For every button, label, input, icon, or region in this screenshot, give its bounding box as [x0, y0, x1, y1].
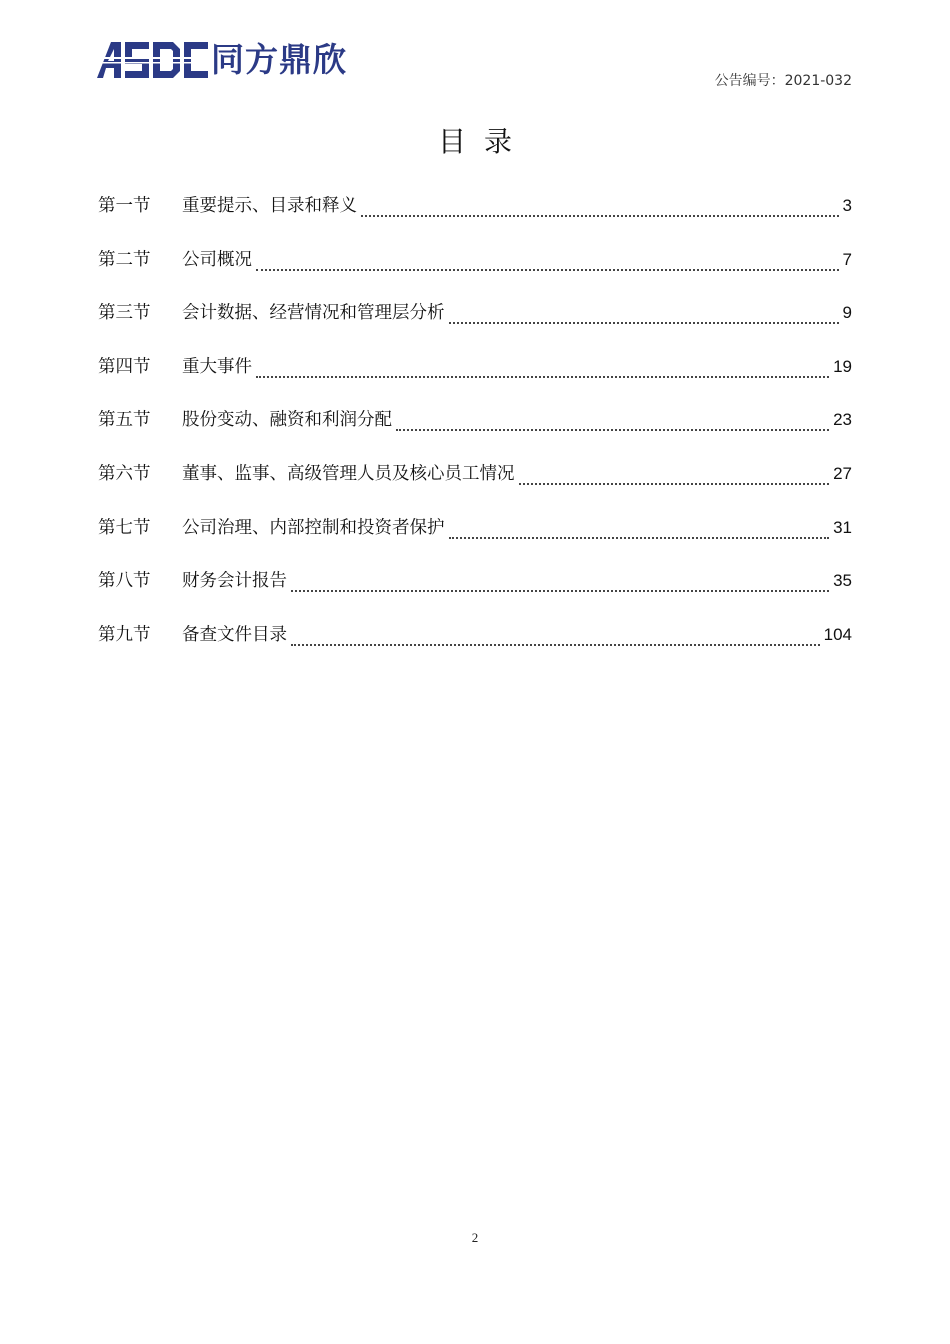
announcement-number-value: 2021-032 [784, 73, 852, 89]
toc-page-number: 7 [842, 249, 852, 269]
toc-section-title: 备查文件目录 [182, 624, 287, 645]
logo-company-name: 同方鼎欣 [211, 40, 347, 79]
toc-section-title: 董事、监事、高级管理人员及核心员工情况 [182, 463, 515, 484]
page-title: 目录 [437, 125, 530, 158]
toc-section-title: 重大事件 [182, 356, 252, 377]
toc-entry[interactable] [98, 299, 852, 353]
toc-entry[interactable] [98, 192, 852, 246]
toc-dot-leader [256, 356, 829, 378]
toc-dot-leader [519, 463, 830, 485]
toc-section-number: 第六节 [98, 463, 151, 484]
toc-section-title: 会计数据、经营情况和管理层分析 [182, 303, 445, 324]
toc-entry[interactable] [98, 353, 852, 407]
toc-entry[interactable] [98, 406, 852, 460]
toc-section-number: 第八节 [98, 571, 151, 592]
toc-section-number: 第三节 [98, 303, 151, 324]
toc-page-number: 19 [833, 356, 852, 376]
toc-dot-leader [291, 624, 820, 646]
toc-section-title: 公司概况 [182, 249, 252, 270]
toc-section-title: 财务会计报告 [182, 571, 287, 592]
page-number: 2 [471, 1230, 479, 1245]
toc-page-number: 27 [833, 463, 852, 483]
toc-page-number: 35 [833, 571, 852, 591]
toc-entry[interactable] [98, 621, 852, 675]
toc-entry[interactable] [98, 460, 852, 514]
toc-dot-leader [361, 195, 839, 217]
toc-section-title: 公司治理、内部控制和投资者保护 [182, 517, 445, 538]
announcement-number [715, 70, 852, 90]
toc-section-number: 第二节 [98, 249, 151, 270]
toc-page-number: 31 [833, 517, 852, 537]
toc-section-title: 股份变动、融资和利润分配 [182, 410, 392, 431]
toc-section-number: 第九节 [98, 624, 151, 645]
toc-section-number: 第一节 [98, 196, 151, 216]
toc-page-number: 3 [842, 196, 852, 215]
toc-entry[interactable] [98, 246, 852, 300]
toc-dot-leader [256, 249, 839, 271]
toc-dot-leader [449, 302, 839, 324]
toc-section-title: 重要提示、目录和释义 [182, 196, 357, 216]
asdc-logo-icon [97, 40, 209, 80]
toc-section-number: 第四节 [98, 356, 151, 377]
toc-entry[interactable] [98, 514, 852, 568]
toc-page-number: 9 [842, 303, 852, 323]
toc-page-number: 104 [823, 624, 852, 644]
toc-section-number: 第五节 [98, 410, 151, 431]
toc-entry[interactable] [98, 567, 852, 621]
toc-dot-leader [396, 409, 829, 431]
table-of-contents [98, 192, 852, 674]
toc-dot-leader [449, 517, 830, 539]
toc-dot-leader [291, 570, 829, 592]
announcement-number-label: 公告编号： [714, 73, 785, 89]
toc-section-number: 第七节 [98, 517, 151, 538]
company-logo [97, 40, 347, 80]
toc-page-number: 23 [833, 410, 852, 430]
